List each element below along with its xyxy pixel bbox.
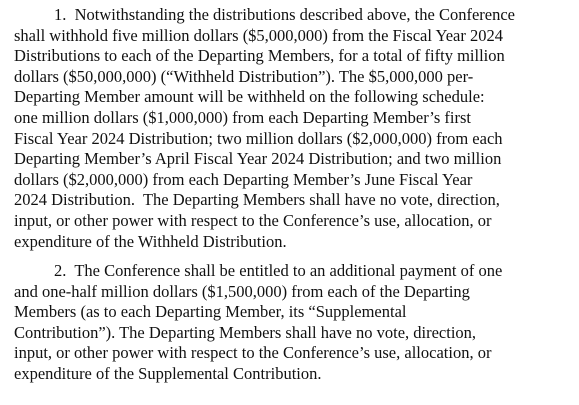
paragraph-1-line-5: Departing Member amount will be withheld on the following schedule: (14, 87, 485, 107)
paragraph-1-line-3: Distributions to each of the Departing Members, for a total of fifty million (14, 46, 505, 66)
paragraph-2-line-1 (14, 261, 574, 282)
paragraph-1 (14, 5, 574, 252)
paragraph-text: The Conference shall be entitled to an additional payment of one (74, 261, 503, 280)
paragraph-2-line-6: expenditure of the Supplemental Contribution. (14, 363, 322, 383)
paragraph-1-line-7: Fiscal Year 2024 Distribution; two million dollars ($2,000,000) from each (14, 128, 503, 148)
paragraph-1-line-1 (14, 5, 574, 26)
paragraph-2-line-2: and one-half million dollars ($1,500,000) from each of the Departing (14, 281, 470, 301)
paragraph-number: 1. (54, 5, 67, 24)
paragraph-1-line-10: 2024 Distribution. The Departing Members shall have no vote, direction, (14, 190, 500, 210)
paragraph-1-line-11: input, or other power with respect to the Conference’s use, allocation, or (14, 210, 492, 230)
paragraph-text: Notwithstanding the distributions described above, the Conference (74, 5, 515, 24)
paragraph-1-line-9: dollars ($2,000,000) from each Departing Member’s June Fiscal Year (14, 169, 473, 189)
paragraph-2-line-4: Contribution”). The Departing Members shall have no vote, direction, (14, 322, 477, 342)
paragraph-1-line-8: Departing Member’s April Fiscal Year 2024 Distribution; and two million (14, 149, 502, 169)
paragraph-1-line-2: shall withhold five million dollars ($5,000,000) from the Fiscal Year 2024 (14, 25, 503, 45)
paragraph-1-line-4: dollars ($50,000,000) (“Withheld Distribution”). The $5,000,000 per- (14, 66, 474, 86)
paragraph-1-line-12: expenditure of the Withheld Distribution. (14, 231, 287, 251)
paragraph-2-line-5: input, or other power with respect to the Conference’s use, allocation, or (14, 343, 492, 363)
paragraph-2 (14, 261, 574, 385)
paragraph-number: 2. (54, 261, 67, 280)
paragraph-2-line-3: Members (as to each Departing Member, its “Supplemental (14, 302, 407, 322)
paragraph-1-line-6: one million dollars ($1,000,000) from each Departing Member’s first (14, 107, 472, 127)
